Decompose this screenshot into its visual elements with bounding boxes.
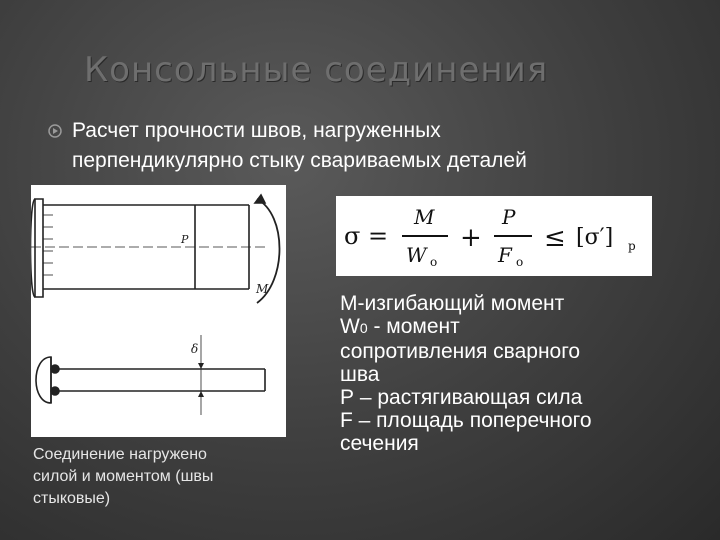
formula-sigma: σ: [344, 222, 361, 250]
desc-w: W: [340, 315, 360, 338]
formula-rhs-sub: p: [628, 239, 636, 253]
desc-line-1: М-изгибающий момент: [340, 292, 565, 315]
desc-line-7: сечения: [340, 432, 419, 455]
variable-descriptions: [340, 292, 710, 455]
caption-line-3: стыковые): [33, 490, 111, 507]
desc-line-6: F – площадь поперечного: [340, 409, 592, 432]
slide-title: Консольные соединения: [84, 50, 549, 90]
formula-den-w-sub: o: [430, 255, 438, 269]
thickness-label: δ: [191, 342, 199, 356]
force-label: P: [181, 233, 189, 246]
desc-line-5: Р – растягивающая сила: [340, 386, 583, 409]
desc-line-2: [340, 315, 710, 340]
bullet-line-2: перпендикулярно стыку свариваемых деталей: [72, 149, 527, 172]
caption-line-1: Соединение нагружено: [33, 446, 207, 463]
caption-line-2: силой и моментом (швы: [33, 468, 214, 485]
moment-label: M: [256, 282, 269, 296]
desc-w-sub: 0: [359, 320, 368, 336]
formula-den-w: W: [406, 243, 427, 267]
formula-plus: +: [460, 223, 482, 253]
desc-w-rest: - момент: [367, 315, 460, 338]
desc-line-3: сопротивления сварного: [340, 340, 581, 363]
formula-den-f-sub: o: [516, 255, 524, 269]
formula-rhs: [σ′]: [576, 225, 614, 250]
formula-den-f: F: [498, 243, 512, 267]
formula-equals: =: [368, 222, 389, 250]
bullet-icon: [48, 124, 62, 138]
formula-num-p: P: [502, 205, 516, 229]
formula-box: [336, 196, 652, 276]
drawing-caption: [33, 444, 293, 510]
desc-line-4: шва: [340, 363, 380, 386]
bullet-text: [72, 116, 692, 176]
formula-num-m: M: [414, 205, 435, 229]
joint-drawing-svg: [31, 185, 286, 437]
stress-formula: [336, 196, 652, 276]
bullet-line-1: Расчет прочности швов, нагруженных: [72, 119, 441, 142]
formula-leq: ≤: [544, 223, 566, 253]
joint-drawing: [31, 185, 286, 437]
